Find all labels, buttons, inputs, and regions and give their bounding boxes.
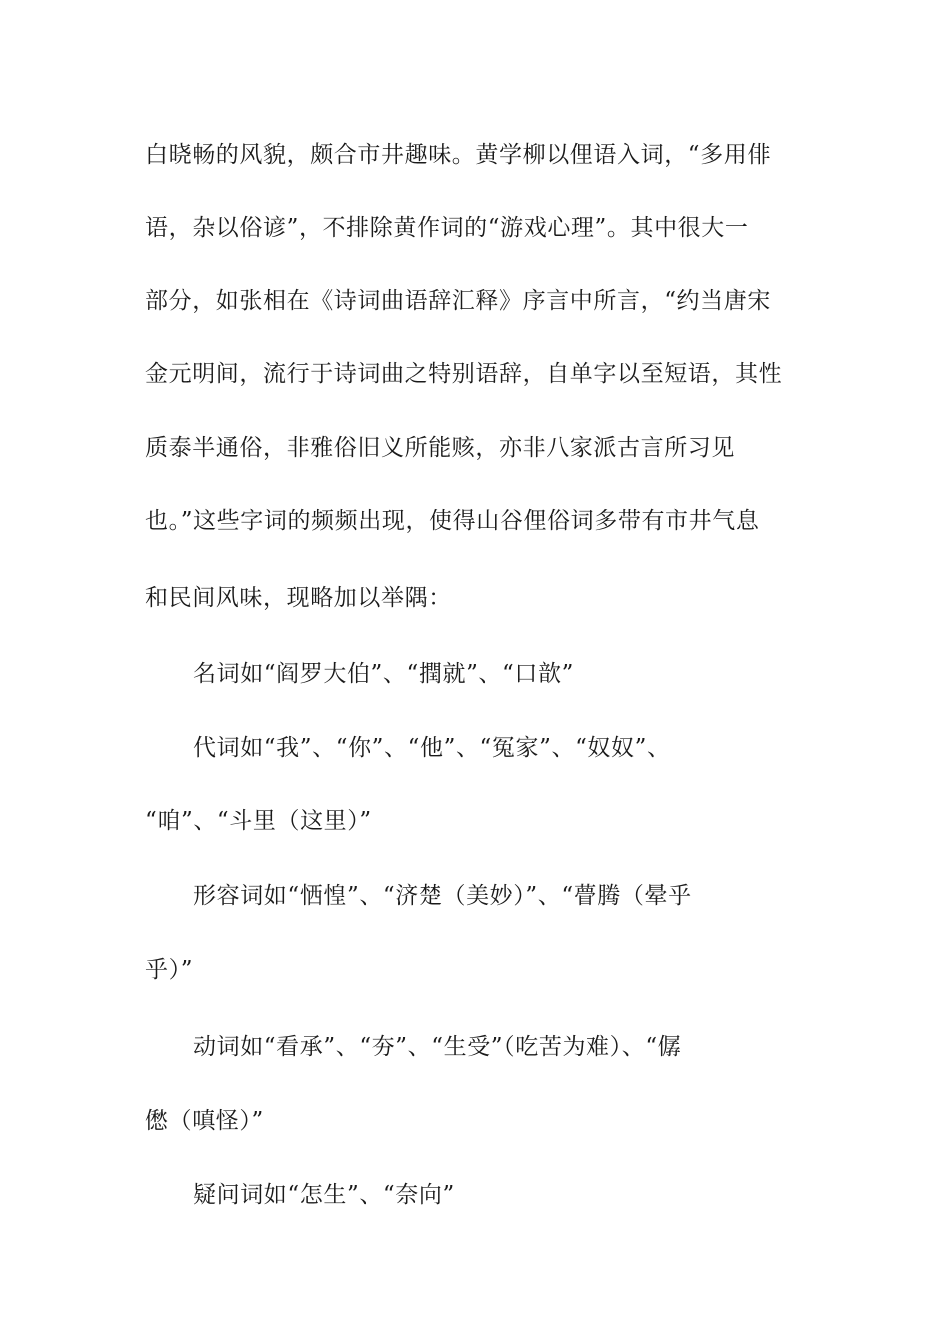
paragraph-line-3: 部分，如张相在《诗词曲语辞汇释》序言中所言，“约当唐宋 (145, 288, 771, 314)
list-item-pronouns: 代词如“我”、“你”、“他”、“冤家”、“奴奴”、 (193, 735, 671, 761)
paragraph-line-1: 白晓畅的风貌，颇合市井趣味。黄学柳以俚语入词，“多用俳 (145, 142, 771, 168)
paragraph-line-7: 和民间风味，现略加以举隅： (145, 585, 452, 611)
paragraph-line-4: 金元明间，流行于诗词曲之特别语辞，自单字以至短语，其性 (145, 361, 783, 387)
list-item-verbs-cont: 僽（嗔怪）” (145, 1108, 264, 1134)
list-item-verbs: 动词如“看承”、“夯”、“生受”（吃苦为难）、“僝 (193, 1034, 682, 1060)
list-item-adjectives-cont: 乎）” (145, 957, 194, 983)
list-item-interrogatives: 疑问词如“怎生”、“奈向” (193, 1182, 455, 1208)
paragraph-line-6: 也。”这些字词的频频出现，使得山谷俚俗词多带有市井气息 (145, 508, 760, 534)
list-item-nouns: 名词如“阎罗大伯”、“撋就”、“口歆” (193, 661, 574, 687)
list-item-adjectives: 形容词如“恓惶”、“济楚（美妙）”、“瞢腾（晕乎 (193, 883, 692, 909)
paragraph-line-5: 质泰半通俗，非雅俗旧义所能赅，亦非八家派古言所习见 (145, 435, 735, 461)
list-item-pronouns-cont: “咱”、“斗里（这里）” (145, 808, 372, 834)
paragraph-line-2: 语，杂以俗谚”，不排除黄作词的“游戏心理”。其中很大一 (145, 215, 749, 241)
